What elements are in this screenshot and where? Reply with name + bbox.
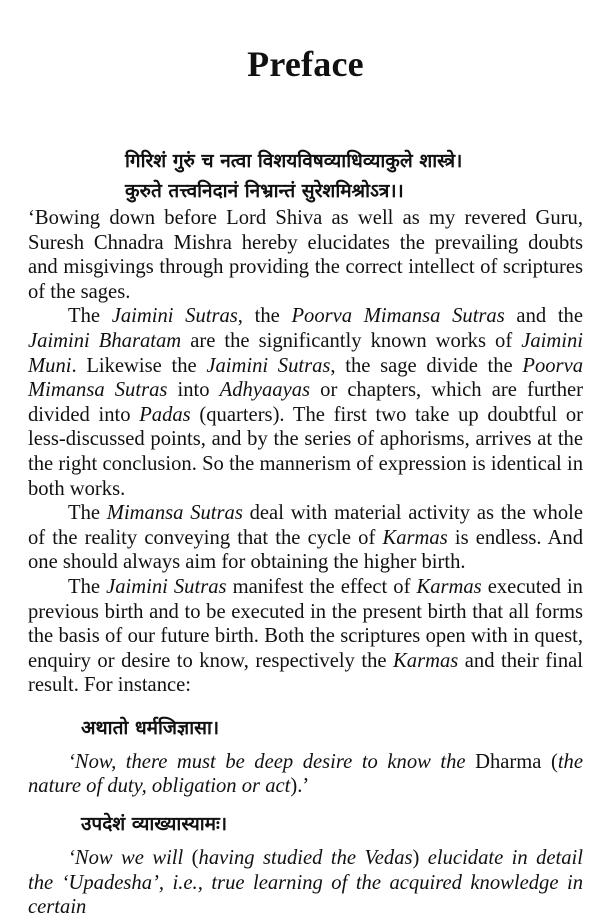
italic-text: Karmas	[382, 526, 448, 549]
sanskrit-quote-1: अथातो धर्मजिज्ञासा।	[81, 716, 220, 739]
italic-text: Jaimini Sutras	[206, 354, 331, 377]
italic-text: elucidate in detail the ‘Upadesha’, i.e., true learning of the acquired knowledge in certain	[28, 847, 583, 919]
verse-line-1: गिरिशं गुरुं च नत्वा विशयविषव्याधिव्याकुले शास्त्रे।	[125, 150, 463, 172]
text-run: and their final result. For instance:	[28, 649, 583, 697]
paragraph-translation	[28, 206, 583, 304]
text-run: (	[191, 847, 199, 870]
text-run: , the sage divide the	[330, 354, 523, 377]
text-run: The	[68, 575, 107, 598]
text-run: The	[68, 305, 112, 328]
italic-text: having studied the Vedas	[198, 847, 413, 870]
italic-text: Poorva Mimansa Sutras	[291, 305, 505, 328]
text-run: are the significantly known works of	[181, 329, 522, 352]
italic-text: the nature of duty, obligation or act	[28, 750, 583, 798]
paragraph-mimansa-sutras	[28, 501, 583, 575]
text-run: ).’	[290, 775, 310, 798]
text-run: , the	[237, 305, 292, 328]
sanskrit-quote-2: उपदेशं व्याख्यास्यामः।	[81, 813, 228, 836]
italic-text: Jaimini Bharatam	[28, 329, 182, 352]
italic-text: Mimansa Sutras	[106, 502, 243, 525]
text-run: ‘Bowing down before Lord Shiva as well as my revered Guru, Suresh Chnadra Mishra hereby elucidates the prevailing doubts and misgivings through providing the correct intellect of scriptures of the sages.	[28, 207, 583, 303]
italic-text: Jaimini Muni	[28, 329, 584, 377]
text-run: into	[167, 379, 220, 402]
paragraph-jaimini-works	[28, 304, 583, 501]
italic-text: ‘Now we will	[68, 847, 192, 870]
text-run: The	[68, 502, 107, 525]
italic-text: Karmas	[393, 649, 459, 672]
verse-line-2: कुरुते तत्त्वनिदानं निभ्रान्तं सुरेशमिश्रोऽत्र।।	[125, 180, 404, 202]
italic-text: Padas	[139, 403, 191, 426]
opening-sanskrit-verse	[125, 146, 462, 206]
text-run: . Likewise the	[71, 354, 207, 377]
text-run: Dharma	[475, 750, 542, 773]
italic-text: Adhyaayas	[219, 379, 311, 402]
italic-text: ‘Now, there must be deep desire to know the	[68, 750, 476, 773]
text-run: deal with material activity as the whole of the reality conveying that the cycle of	[28, 502, 583, 549]
page-title: Preface	[247, 44, 364, 84]
text-run: )	[412, 847, 420, 870]
quote-translation-1	[28, 750, 583, 799]
text-run: or chapters, which are further divided into	[28, 379, 583, 426]
paragraph-karmas	[28, 575, 583, 698]
quote-translation-2	[28, 846, 583, 920]
text-run: is endless. And one should always aim for obtaining the higher birth.	[28, 526, 583, 574]
text-run: (quarters). The first two take up doubtful or less-discussed points, and by the series of aphorisms, arrives at the the right conclusion. So the mannerism of expression is identical in both works.	[28, 403, 583, 500]
italic-text: Poorva Mimansa Sutras	[28, 354, 583, 402]
italic-text: Jaimini Sutras	[106, 575, 227, 598]
body-text	[28, 206, 583, 920]
text-run: manifest the effect of	[226, 575, 417, 598]
text-run: (	[541, 750, 558, 773]
text-run: and the	[504, 305, 583, 328]
text-run: executed in previous birth and to be executed in the present birth that all forms the basis of our future birth. Both the scriptures open with in quest, enquiry or desire to know, respectively the	[28, 575, 583, 672]
italic-text: Karmas	[416, 575, 482, 598]
italic-text: Jaimini Sutras	[111, 305, 238, 328]
